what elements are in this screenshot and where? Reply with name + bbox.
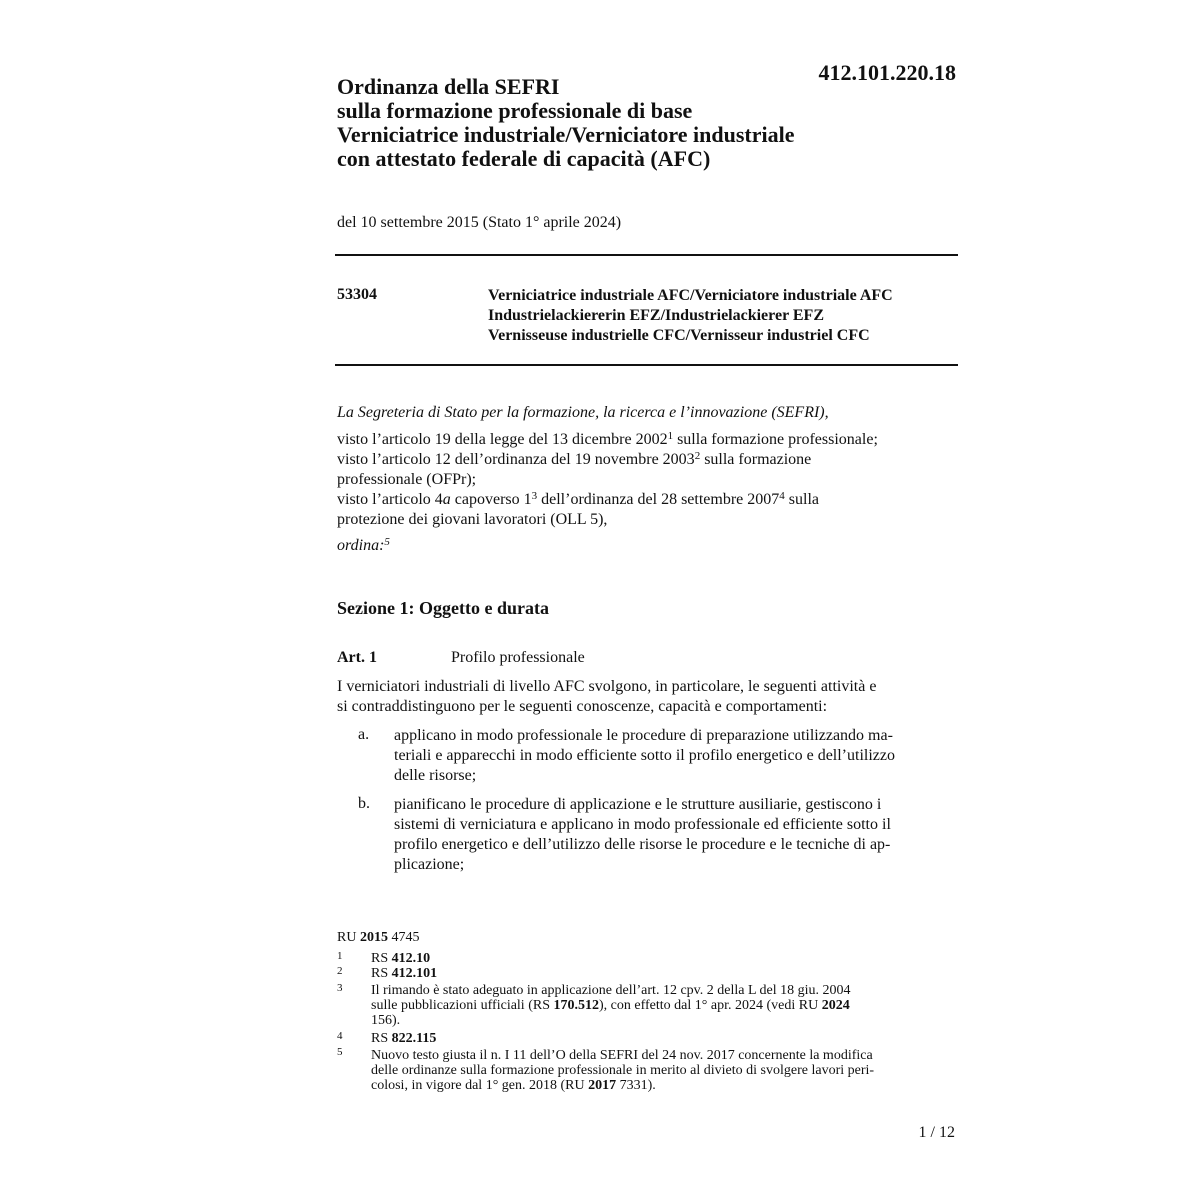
preamble-ordina bbox=[337, 536, 967, 556]
footnote-link[interactable]: 822.115 bbox=[391, 1031, 437, 1046]
divider-top bbox=[335, 254, 958, 256]
footnote-text: 7331). bbox=[616, 1078, 656, 1093]
section-title: Sezione 1: Oggetto e durata bbox=[337, 598, 549, 618]
footnote-4 bbox=[371, 1031, 961, 1046]
list-item-line: pianificano le procedure di applicazione e le strutture ausiliarie, gestiscono i bbox=[394, 796, 882, 813]
preamble-line: professionale (OFPr); bbox=[337, 471, 477, 488]
list-item-line: sistemi di verniciatura e applicano in modo professionale ed efficiente sotto il bbox=[394, 816, 891, 833]
ru-reference bbox=[337, 930, 419, 946]
profession-name-fr: Vernisseuse industrielle CFC/Vernisseur industriel CFC bbox=[488, 327, 870, 344]
footnote-text: colosi, in vigore dal 1° gen. 2018 (RU bbox=[371, 1078, 589, 1093]
preamble-text: dell’ordinanza del 28 settembre 2007 bbox=[537, 491, 780, 508]
footnote-number: 4 bbox=[337, 1030, 343, 1042]
title-line: Ordinanza della SEFRI bbox=[337, 74, 560, 99]
footnote-link[interactable]: 412.101 bbox=[391, 966, 438, 981]
article-number: Art. 1 bbox=[337, 649, 377, 666]
preamble-text: visto l’articolo 4 bbox=[337, 491, 443, 508]
footnote-number: 1 bbox=[337, 950, 343, 962]
preamble-text: visto l’articolo 19 della legge del 13 dicembre 2002 bbox=[337, 431, 668, 448]
list-item bbox=[394, 726, 964, 786]
footnote-text: RS bbox=[371, 1031, 392, 1046]
divider-bottom bbox=[335, 364, 958, 366]
title-line: sulla formazione professionale di base bbox=[337, 98, 693, 123]
list-item-line: applicano in modo professionale le procedure di preparazione utilizzando ma- bbox=[394, 727, 893, 744]
footnote-2 bbox=[371, 966, 961, 981]
ordina-text: ordina: bbox=[337, 537, 385, 554]
document-date: del 10 settembre 2015 (Stato 1° aprile 2024) bbox=[337, 214, 622, 231]
list-item-line: delle risorse; bbox=[394, 767, 477, 784]
profession-names bbox=[488, 286, 893, 346]
footnote-line bbox=[371, 1078, 961, 1093]
footnote-number: 5 bbox=[337, 1046, 343, 1058]
footnote-line: delle ordinanze sulla formazione professionale in merito al divieto di svolgere lavori peri- bbox=[371, 1063, 875, 1078]
list-item-line: teriali e apparecchi in modo efficiente sotto il profilo energetico e dell’utilizzo bbox=[394, 747, 895, 764]
footnote-line bbox=[371, 998, 961, 1013]
footnote-5 bbox=[371, 1048, 961, 1093]
footnote-3 bbox=[371, 983, 961, 1028]
document-title bbox=[337, 75, 897, 171]
footnote-1 bbox=[371, 951, 961, 966]
preamble-line: protezione dei giovani lavoratori (OLL 5), bbox=[337, 511, 608, 528]
title-line: con attestato federale di capacità (AFC) bbox=[337, 146, 711, 171]
footnote-link[interactable]: 170.512 bbox=[553, 998, 599, 1013]
preamble-line bbox=[337, 430, 967, 450]
article-intro bbox=[337, 677, 962, 717]
footnote-text: sulle pubblicazioni ufficiali (RS bbox=[371, 998, 554, 1013]
footnote-line: Nuovo testo giusta il n. I 11 dell’O della SEFRI del 24 nov. 2017 concernente la modifica bbox=[371, 1048, 873, 1063]
footnote-number: 3 bbox=[337, 982, 343, 994]
profession-name-de: Industrielackiererin EFZ/Industrielackierer EFZ bbox=[488, 307, 824, 324]
footnote-ref[interactable]: 5 bbox=[384, 536, 390, 548]
preamble-text: visto l’articolo 12 dell’ordinanza del 19 novembre 2003 bbox=[337, 451, 695, 468]
preamble-line bbox=[337, 450, 967, 470]
list-item-line: profilo energetico e dell’utilizzo delle risorse le procedure e le tecniche di ap- bbox=[394, 836, 891, 853]
footnote-text: RS bbox=[371, 966, 392, 981]
sr-number: 412.101.220.18 bbox=[818, 60, 956, 85]
ru-year: 2015 bbox=[359, 930, 388, 945]
footnote-link[interactable]: 412.10 bbox=[391, 951, 431, 966]
footnote-link[interactable]: 2017 bbox=[588, 1078, 617, 1093]
ru-prefix: RU bbox=[337, 930, 360, 945]
preamble-authority: La Segreteria di Stato per la formazione, la ricerca e l’innovazione (SEFRI), bbox=[337, 404, 829, 421]
list-item-letter: b. bbox=[358, 795, 370, 812]
title-line: Verniciatrice industriale/Verniciatore industriale bbox=[337, 122, 795, 147]
intro-line: I verniciatori industriali di livello AFC svolgono, in particolare, le seguenti attività e bbox=[337, 678, 877, 695]
footnote-line: Il rimando è stato adeguato in applicazione dell’art. 12 cpv. 2 della L del 18 giu. 2004 bbox=[371, 983, 851, 998]
footnote-text: RS bbox=[371, 951, 392, 966]
profession-code: 53304 bbox=[337, 286, 377, 303]
preamble-text: sulla formazione professionale; bbox=[673, 431, 878, 448]
preamble-text: sulla bbox=[784, 491, 819, 508]
list-item bbox=[394, 795, 964, 875]
footnote-ref[interactable]: 4 bbox=[779, 490, 785, 502]
footnote-number: 2 bbox=[337, 965, 343, 977]
footnote-text: ), con effetto dal 1° apr. 2024 (vedi RU bbox=[599, 998, 822, 1013]
list-item-line: plicazione; bbox=[394, 856, 465, 873]
footnote-ref[interactable]: 1 bbox=[667, 430, 674, 442]
footnote-ref[interactable]: 2 bbox=[694, 450, 701, 462]
preamble bbox=[337, 403, 967, 556]
preamble-text: sulla formazione bbox=[700, 451, 812, 468]
preamble-line bbox=[337, 490, 967, 510]
footnote-line: 156). bbox=[371, 1013, 401, 1028]
profession-name-it: Verniciatrice industriale AFC/Verniciatore industriale AFC bbox=[488, 287, 893, 304]
article-title: Profilo professionale bbox=[451, 649, 585, 666]
page-number: 1 / 12 bbox=[918, 1124, 955, 1141]
preamble-text-italic: a bbox=[442, 491, 451, 508]
list-item-letter: a. bbox=[358, 726, 370, 743]
intro-line: si contraddistinguono per le seguenti conoscenze, capacità e comportamenti: bbox=[337, 698, 828, 715]
footnote-link[interactable]: 2024 bbox=[821, 998, 850, 1013]
preamble-text: capoverso 1 bbox=[450, 491, 532, 508]
ru-page: 4745 bbox=[387, 930, 420, 945]
footnote-ref[interactable]: 3 bbox=[531, 490, 538, 502]
